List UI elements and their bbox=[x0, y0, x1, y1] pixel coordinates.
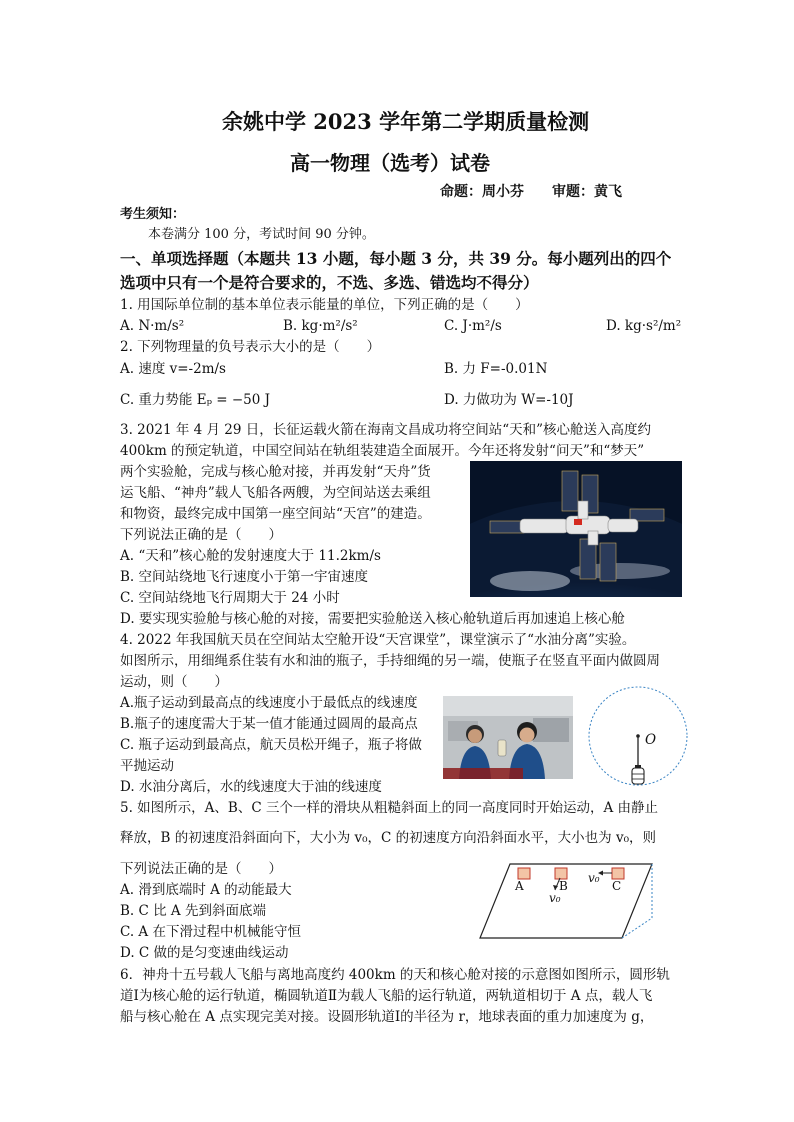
block-b-label: B bbox=[559, 879, 568, 893]
astronaut-classroom-photo bbox=[443, 696, 573, 779]
q3-line6: 下列说法正确的是（ ） bbox=[120, 527, 282, 543]
q1-option-b: B. kg·m²/s² bbox=[283, 318, 358, 334]
q5-line1: 5. 如图所示，A、B、C 三个一样的滑块从粗糙斜面上的同一高度同时开始运动，A 由静止 bbox=[120, 800, 659, 816]
q3-option-b: B. 空间站绕地飞行速度小于第一宇宙速度 bbox=[120, 569, 369, 585]
q3-line2: 400km 的预定轨道，中国空间站在轨组装建造全面展开。今年还将发射“问天”和“梦天” bbox=[120, 443, 645, 459]
q1-stem: 1. 用国际单位制的基本单位表示能量的单位，下列正确的是（ ） bbox=[120, 297, 529, 313]
q6-line2: 道Ⅰ为核心舱的运行轨道，椭圆轨道Ⅱ为载人飞船的运行轨道，两轨道相切于 A 点，载人飞 bbox=[120, 988, 653, 1004]
q5-line3: 下列说法正确的是（ ） bbox=[120, 861, 282, 877]
q4-option-c-line2: 平抛运动 bbox=[120, 758, 174, 774]
q4-option-a: A.瓶子运动到最高点的线速度小于最低点的线速度 bbox=[120, 695, 418, 711]
space-station-photo bbox=[470, 461, 682, 597]
q6-line3: 船与核心舱在 A 点实现完美对接。设圆形轨道Ⅰ的半径为 r，地球表面的重力加速度为 g， bbox=[120, 1009, 654, 1025]
q2-option-d: D. 力做功为 W=-10J bbox=[444, 392, 574, 408]
q3-line5: 和物资，最终完成中国第一座空间站“天宫”的建造。 bbox=[120, 506, 431, 522]
q2-option-a: A. 速度 v=-2m/s bbox=[120, 361, 226, 377]
q5-option-c: C. A 在下滑过程中机械能守恒 bbox=[120, 924, 301, 940]
exam-subtitle: 高一物理（选考）试卷 bbox=[290, 151, 490, 175]
exam-title: 余姚中学 2023 学年第二学期质量检测 bbox=[222, 109, 590, 134]
q5-option-b: B. C 比 A 先到斜面底端 bbox=[120, 903, 266, 919]
q3-option-a: A. “天和”核心舱的发射速度大于 11.2km/s bbox=[120, 548, 381, 564]
q2-option-b: B. 力 F=-0.01N bbox=[444, 361, 548, 377]
q4-option-b: B.瓶子的速度需大于某一值才能通过圆周的最高点 bbox=[120, 716, 418, 732]
q5-option-a: A. 滑到底端时 A 的动能最大 bbox=[120, 882, 292, 898]
q5-option-d: D. C 做的是匀变速曲线运动 bbox=[120, 945, 289, 961]
q3-option-c: C. 空间站绕地飞行周期大于 24 小时 bbox=[120, 590, 340, 606]
q4-line2: 如图所示，用细绳系住装有水和油的瓶子，手持细绳的另一端，使瓶子在竖直平面内做圆周 bbox=[120, 653, 660, 669]
q1-option-a: A. N·m/s² bbox=[120, 318, 185, 334]
q3-line3: 两个实验舱，完成与核心舱对接，并再发射“天舟”货 bbox=[120, 464, 431, 480]
q4-option-d: D. 水油分离后，水的线速度大于油的线速度 bbox=[120, 779, 382, 795]
q3-line1: 3. 2021 年 4 月 29 日，长征运载火箭在海南文昌成功将空间站“天和”核心舱送入高度约 bbox=[120, 422, 652, 438]
section-heading-line1: 一、单项选择题（本题共 13 小题，每小题 3 分，共 39 分。每小题列出的四个 bbox=[120, 249, 672, 268]
notice-heading: 考生须知： bbox=[120, 207, 186, 222]
v0-label-b: v₀ bbox=[549, 891, 561, 905]
center-label: O bbox=[645, 732, 657, 748]
q4-line3: 运动，则（ ） bbox=[120, 674, 228, 690]
q4-option-c-line1: C. 瓶子运动到最高点，航天员松开绳子，瓶子将做 bbox=[120, 737, 422, 753]
exam-authors: 命题：周小芬 审题：黄飞 bbox=[440, 184, 622, 200]
q2-option-c: C. 重力势能 Eₚ = −50 J bbox=[120, 392, 271, 408]
block-c-label: C bbox=[612, 879, 622, 893]
notice-text: 本卷满分 100 分，考试时间 90 分钟。 bbox=[148, 227, 375, 242]
circular-motion-diagram bbox=[586, 684, 690, 788]
q6-line1: 6．神舟十五号载人飞船与离地高度约 400km 的天和核心舱对接的示意图如图所示，圆形轨 bbox=[120, 967, 670, 983]
block-a-label: A bbox=[515, 879, 524, 893]
section-heading-line2: 选项中只有一个是符合要求的，不选、多选、错选均不得分） bbox=[120, 273, 539, 292]
q3-option-d: D. 要实现实验舱与核心舱的对接，需要把实验舱送入核心舱轨道后再加速追上核心舱 bbox=[120, 611, 625, 627]
q4-line1: 4. 2022 年我国航天员在空间站太空舱开设“天宫课堂”，课堂演示了“水油分离”实验。 bbox=[120, 632, 636, 648]
q2-stem: 2. 下列物理量的负号表示大小的是（ ） bbox=[120, 339, 381, 355]
v0-label-c: v₀ bbox=[588, 871, 600, 885]
incline-diagram bbox=[476, 858, 662, 940]
q3-line4: 运飞船、“神舟”载人飞船各两艘，为空间站送去乘组 bbox=[120, 485, 431, 501]
q1-option-d: D. kg·s²/m² bbox=[606, 318, 682, 334]
q5-line2: 释放，B 的初速度沿斜面向下，大小为 v₀，C 的初速度方向沿斜面水平，大小也为 v₀，则 bbox=[120, 830, 656, 846]
q1-option-c: C. J·m²/s bbox=[444, 318, 502, 334]
